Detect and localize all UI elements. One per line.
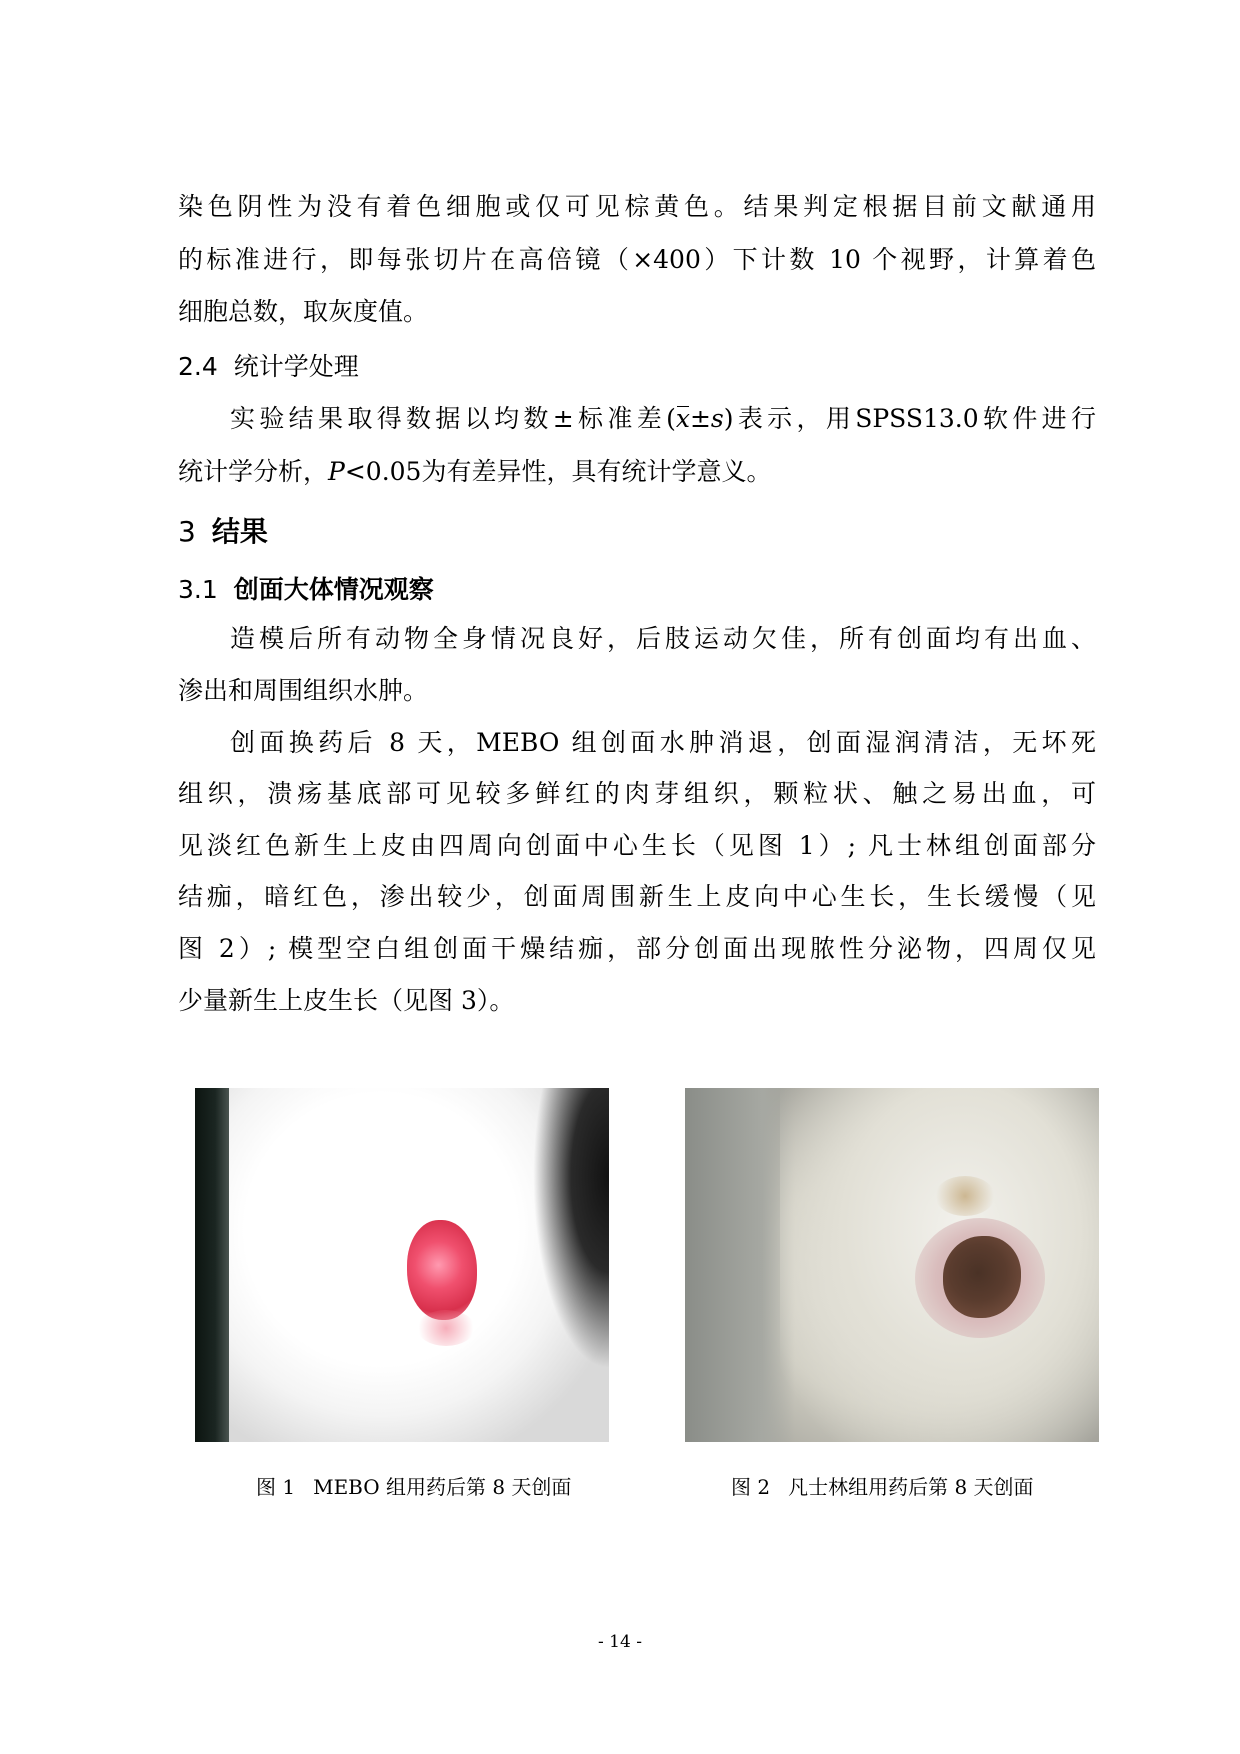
paragraph-line: 图 2）; 模型空白组创面干燥结痂，部分创面出现脓性分泌物，四周仅见 xyxy=(178,934,1096,963)
figure-label: 图 2 xyxy=(731,1475,771,1499)
p-symbol: P xyxy=(328,457,345,486)
section-heading-3 xyxy=(178,510,268,550)
figure-caption-text: 凡士林组用药后第 8 天创面 xyxy=(788,1475,1034,1499)
stats-line-1 xyxy=(230,402,1096,436)
paragraph-line: 结痂，暗红色，渗出较少，创面周围新生上皮向中心生长，生长缓慢（见 xyxy=(178,882,1096,911)
figure-2-caption xyxy=(731,1471,1034,1500)
stats-line-2 xyxy=(178,455,1096,489)
paragraph-line: 造模后所有动物全身情况良好，后肢运动欠佳，所有创面均有出血、 xyxy=(230,624,1096,653)
figure-1-caption xyxy=(256,1471,571,1500)
paragraph-line: 渗出和周围组织水肿。 xyxy=(178,676,429,705)
wound-crust xyxy=(935,1176,995,1216)
section-title: 创面大体情况观察 xyxy=(233,575,434,604)
stats-text: 实验结果取得数据以均数±标准差( xyxy=(230,404,676,433)
paragraph-line: 细胞总数，取灰度值。 xyxy=(178,297,429,326)
figure-2-photo xyxy=(685,1088,1099,1442)
photo-background xyxy=(685,1088,795,1442)
sd-symbol: s xyxy=(710,404,724,433)
section-heading-3-1 xyxy=(178,570,434,606)
paragraph-line: 组织，溃疡基底部可见较多鲜红的肉芽组织，颗粒状、触之易出血，可 xyxy=(178,779,1096,808)
section-number: 2.4 xyxy=(178,352,218,381)
page-number: - 14 - xyxy=(598,1632,642,1652)
stats-text: )表示，用SPSS13.0软件进行 xyxy=(723,404,1097,433)
wound-granulation xyxy=(407,1220,477,1320)
section-title: 结果 xyxy=(211,515,268,548)
stats-text: 统计学分析， xyxy=(178,457,329,486)
section-title: 统计学处理 xyxy=(233,352,359,381)
stats-text: <0.05为有差异性，具有统计学意义。 xyxy=(344,457,772,486)
section-number: 3.1 xyxy=(178,575,218,604)
paragraph-line: 创面换药后 8 天，MEBO 组创面水肿消退，创面湿润清洁，无坏死 xyxy=(230,728,1096,757)
wound-edge xyxy=(417,1310,475,1346)
section-heading-2-4 xyxy=(178,347,359,383)
wound-scab xyxy=(943,1236,1021,1318)
paragraph-line: 染色阴性为没有着色细胞或仅可见棕黄色。结果判定根据目前文献通用 xyxy=(178,192,1096,221)
figure-label: 图 1 xyxy=(256,1475,296,1499)
paragraph-line: 见淡红色新生上皮由四周向创面中心生长（见图 1）; 凡士林组创面部分 xyxy=(178,831,1096,860)
section-number: 3 xyxy=(178,515,196,548)
photo-shadow xyxy=(195,1088,229,1442)
figure-1-photo xyxy=(195,1088,609,1442)
mean-symbol: x xyxy=(676,402,690,436)
paragraph-line: 少量新生上皮生长（见图 3）。 xyxy=(178,986,515,1015)
paragraph-line: 的标准进行，即每张切片在高倍镜（×400）下计数 10 个视野，计算着色 xyxy=(178,245,1096,274)
figure-caption-text: MEBO 组用药后第 8 天创面 xyxy=(313,1475,572,1499)
plus-minus-symbol: ± xyxy=(689,404,711,433)
photo-fur-dark xyxy=(489,1088,609,1442)
